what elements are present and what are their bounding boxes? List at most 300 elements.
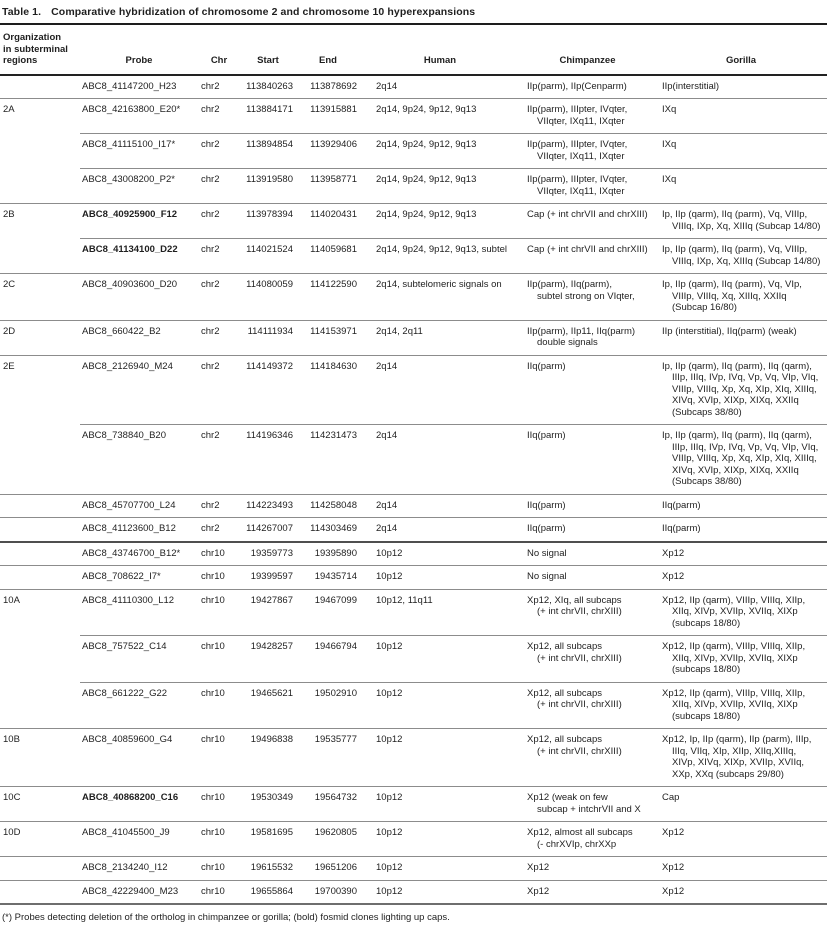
table-row (0, 239, 827, 274)
cell-chr: chr2 (198, 494, 240, 518)
cell-line: Xp12 (527, 885, 550, 897)
cell-line: Xp12, all subcaps (527, 687, 602, 699)
cell-human (360, 880, 520, 904)
cell-probe: ABC8_41110300_L12 (80, 589, 198, 636)
cell-end: 19700390 (296, 880, 360, 904)
cell-end: 19395890 (296, 542, 360, 566)
cell-probe: ABC8_660422_B2 (80, 320, 198, 355)
cell-line: Xp12, almost all subcaps (527, 827, 633, 838)
table-title-text: Comparative hybridization of chromosome 2 and chromosome 10 hyperexpansions (51, 6, 476, 18)
cell-chr: chr10 (198, 542, 240, 566)
cell-line: 10p12, 11q11 (376, 594, 433, 606)
cell-end: 114122590 (296, 274, 360, 321)
cell-line: Ip, IIp (qarm), IIq (parm), IIq (qarm), (662, 360, 812, 372)
table-row (0, 355, 827, 425)
cell-start: 19465621 (240, 682, 296, 729)
table-header-row (0, 25, 827, 75)
cell-gorilla (655, 134, 827, 169)
table-row (0, 542, 827, 566)
cell-region (0, 425, 80, 495)
cell-line: Xp12, all subcaps (527, 734, 602, 745)
table-row (0, 274, 827, 321)
cell-line: Ip, IIp (qarm), IIq (parm), Vq, VIIIp, (662, 244, 808, 255)
cell-region (0, 518, 80, 542)
cell-line: VIIIq, IXp, Xq, XIIIq (Subcap 14/80) (672, 220, 821, 232)
cell-chimpanzee (520, 880, 655, 904)
cell-gorilla (655, 75, 827, 99)
cell-chr: chr2 (198, 169, 240, 204)
cell-line: Xp12, XIq, all subcaps (527, 594, 622, 606)
cell-line: Xp12, IIp (qarm), VIIIp, VIIIq, XIIp, (662, 687, 806, 699)
cell-human (360, 682, 520, 729)
cell-probe: ABC8_42163800_E20* (80, 99, 198, 134)
cell-start: 114111934 (240, 320, 296, 355)
cell-line: Cap (+ int chrVII and chrXIII) (527, 244, 648, 255)
cell-line: Xp12 (weak on few (527, 792, 608, 803)
cell-region (0, 636, 80, 683)
cell-probe: ABC8_43008200_P2* (80, 169, 198, 204)
cell-human (360, 239, 520, 274)
cell-probe: ABC8_2126940_M24 (80, 355, 198, 425)
column-header-line: Probe (125, 55, 153, 66)
table-row (0, 75, 827, 99)
column-header-line: Chimpanzee (559, 55, 616, 66)
cell-start: 19399597 (240, 566, 296, 590)
cell-region: 2E (0, 355, 80, 425)
cell-probe: ABC8_41123600_B12 (80, 518, 198, 542)
cell-line: Xp12 (527, 862, 550, 873)
cell-end: 19466794 (296, 636, 360, 683)
cell-probe: ABC8_41045500_J9 (80, 822, 198, 857)
cell-probe: ABC8_43746700_B12* (80, 542, 198, 566)
column-header-line: End (319, 55, 337, 66)
cell-line: Xp12 (662, 885, 685, 897)
cell-line: XIVp, XIVq, XIXp, XVIIp, XVIIq, (672, 757, 805, 768)
cell-gorilla (655, 729, 827, 787)
cell-chr: chr10 (198, 636, 240, 683)
table-row (0, 822, 827, 857)
cell-chimpanzee (520, 682, 655, 729)
cell-end: 19564732 (296, 787, 360, 822)
cell-region (0, 75, 80, 99)
cell-human (360, 204, 520, 239)
cell-chimpanzee (520, 274, 655, 321)
cell-line: IIp(parm), IIIpter, IVqter, (527, 139, 628, 150)
cell-chr: chr2 (198, 518, 240, 542)
table-title-label: Table 1. (2, 6, 42, 18)
cell-start: 19359773 (240, 542, 296, 566)
cell-region: 2B (0, 204, 80, 239)
cell-line: IIq(parm) (527, 523, 566, 534)
cell-start: 114196346 (240, 425, 296, 495)
cell-line: Ip, IIp (qarm), IIq (parm), Vq, VIp, (662, 279, 802, 290)
cell-human (360, 425, 520, 495)
cell-chimpanzee (520, 425, 655, 495)
cell-line: VIIIp, VIIIq, Xp, Xq, XIp, XIq, XIIIq, (672, 383, 817, 395)
cell-chr: chr2 (198, 239, 240, 274)
cell-line: (subcaps 18/80) (672, 664, 741, 675)
table-row (0, 880, 827, 904)
cell-region: 2C (0, 274, 80, 321)
cell-start: 19428257 (240, 636, 296, 683)
cell-probe: ABC8_41147200_H23 (82, 80, 177, 92)
table-row (0, 99, 827, 134)
cell-human (360, 518, 520, 542)
cell-chr: chr2 (198, 99, 240, 134)
cell-human (360, 729, 520, 787)
cell-human (360, 134, 520, 169)
cell-line: Ip, IIp (qarm), IIq (parm), IIq (qarm), (662, 430, 812, 441)
cell-gorilla (655, 169, 827, 204)
cell-start: 113919580 (240, 169, 296, 204)
cell-human (360, 636, 520, 683)
cell-line: Cap (662, 792, 680, 803)
cell-start: 114080059 (240, 274, 296, 321)
cell-line: (Subcap 16/80) (672, 302, 737, 313)
cell-chr: chr10 (198, 682, 240, 729)
cell-line: XIIq, XIVp, XVIIp, XVIIq, XIXp (672, 652, 798, 664)
table-row (0, 589, 827, 636)
cell-chr: chr10 (198, 729, 240, 787)
cell-line: 10p12 (376, 885, 403, 897)
cell-line: (- chrXVIp, chrXXp (537, 838, 617, 850)
cell-region (0, 134, 80, 169)
cell-human (360, 822, 520, 857)
cell-end: 113878692 (310, 80, 357, 92)
cell-probe: ABC8_40903600_D20 (80, 274, 198, 321)
cell-line: XIIq, XIVp, XVIIp, XVIIq, XIXp (672, 606, 798, 617)
cell-end: 113929406 (296, 134, 360, 169)
cell-chimpanzee (520, 99, 655, 134)
column-header-line: Human (423, 55, 457, 66)
cell-end: 114231473 (296, 425, 360, 495)
cell-chimpanzee (520, 169, 655, 204)
cell-line: IIp(parm), IIp11, IIq(parm) (527, 325, 636, 337)
cell-chr: chr10 (198, 589, 240, 636)
cell-chr: chr10 (198, 787, 240, 822)
column-header-line: Chr (210, 55, 228, 66)
cell-gorilla (655, 355, 827, 425)
cell-start: 19427867 (240, 589, 296, 636)
column-header-probe (80, 25, 198, 75)
cell-end: 19435714 (296, 566, 360, 590)
cell-chr: chr2 (198, 355, 240, 425)
cell-human (360, 494, 520, 518)
cell-chimpanzee (520, 75, 655, 99)
cell-line: 10p12 (376, 547, 403, 559)
cell-gorilla (655, 425, 827, 495)
cell-line: VIIqter, IXq11, IXqter (537, 150, 625, 162)
cell-gorilla (655, 880, 827, 904)
cell-line: VIIIq, IXp, Xq, XIIIq (Subcap 14/80) (672, 255, 821, 267)
cell-probe: ABC8_40859600_G4 (80, 729, 198, 787)
cell-probe: ABC8_2134240_I12 (80, 857, 198, 881)
cell-gorilla (655, 682, 827, 729)
cell-chr: chr10 (198, 857, 240, 881)
cell-line: 10p12 (376, 862, 403, 873)
cell-chr: chr2 (201, 80, 220, 92)
cell-region (0, 880, 80, 904)
cell-line: Xp12, Ip, IIp (qarm), IIp (parm), IIIp, (662, 734, 812, 745)
cell-line: 2q14 (376, 430, 398, 441)
column-header-line: Organization (3, 32, 62, 43)
cell-gorilla (655, 320, 827, 355)
cell-probe: ABC8_41115100_I17* (80, 134, 198, 169)
cell-region: 10D (0, 822, 80, 857)
cell-line: (+ int chrVII, chrXIII) (537, 699, 622, 710)
cell-line: IIIp, IIIq, IVp, IVq, Vp, Vq, VIp, VIq, (672, 372, 819, 383)
cell-gorilla (655, 542, 827, 566)
cell-chimpanzee (520, 729, 655, 787)
cell-probe: ABC8_738840_B20 (80, 425, 198, 495)
cell-region (0, 857, 80, 881)
cell-line: XXp, XXq (subcaps 29/80) (672, 768, 784, 780)
cell-human (360, 787, 520, 822)
cell-line: IIIq, VIIq, XIp, XIIp, XIIq,XIIIq, (672, 745, 797, 757)
cell-human (360, 274, 520, 321)
cell-line: 2q14, 9p24, 9p12, 9q13 (376, 174, 477, 185)
table-row (0, 169, 827, 204)
cell-line: Xp12, IIp (qarm), VIIIp, VIIIq, XIIp, (662, 641, 806, 652)
column-header-gorilla (655, 25, 827, 75)
cell-line: Xp12 (662, 827, 685, 838)
cell-end: 19502910 (296, 682, 360, 729)
cell-chimpanzee (520, 239, 655, 274)
cell-start: 114021524 (240, 239, 296, 274)
cell-probe: ABC8_41134100_D22 (80, 239, 198, 274)
cell-line: 2q14 (376, 499, 398, 511)
cell-probe: ABC8_45707700_L24 (80, 494, 198, 518)
cell-end: 113915881 (296, 99, 360, 134)
cell-line: Xp12, all subcaps (527, 641, 602, 652)
cell-line: IIp(parm), IIIpter, IVqter, (527, 104, 628, 115)
cell-line: IIp(interstitial) (662, 80, 720, 92)
cell-end: 19467099 (296, 589, 360, 636)
cell-line: XIVq, XVIp, XIXp, XIXq, XXIIq (672, 395, 799, 406)
cell-end: 114303469 (296, 518, 360, 542)
cell-line: (+ int chrVII, chrXIII) (537, 745, 622, 757)
cell-gorilla (655, 204, 827, 239)
cell-chr: chr10 (198, 880, 240, 904)
column-header-end (296, 25, 360, 75)
cell-line: 10p12 (376, 827, 403, 838)
cell-line: IIp(parm), IIIpter, IVqter, (527, 174, 628, 185)
cell-line: IXq (662, 139, 677, 150)
cell-line: double signals (537, 337, 598, 348)
cell-line: VIIqter, IXq11, IXqter (537, 185, 625, 197)
column-header-line: Start (257, 55, 279, 66)
cell-gorilla (655, 99, 827, 134)
cell-line: Ip, IIp (qarm), IIq (parm), Vq, VIIIp, (662, 209, 808, 220)
cell-chr: chr2 (198, 134, 240, 169)
cell-chimpanzee (520, 636, 655, 683)
cell-line: (subcaps 18/80) (672, 710, 741, 722)
cell-start: 19615532 (240, 857, 296, 881)
cell-line: VIIIp, VIIIq, Xp, Xq, XIp, XIq, XIIIq, (672, 453, 817, 464)
cell-line: Xp12 (662, 862, 685, 873)
cell-chr: chr2 (198, 204, 240, 239)
cell-line: IXq (662, 174, 677, 185)
table-row (0, 494, 827, 518)
cell-line: 10p12 (376, 571, 403, 582)
table-row (0, 682, 827, 729)
cell-gorilla (655, 589, 827, 636)
cell-human (360, 355, 520, 425)
cell-human (360, 542, 520, 566)
cell-start: 19496838 (240, 729, 296, 787)
cell-line: XIVq, XVIp, XIXp, XIXq, XXIIq (672, 464, 799, 476)
cell-line: IIp(parm), IIp(Cenparm) (527, 80, 627, 92)
cell-end: 114020431 (296, 204, 360, 239)
cell-gorilla (655, 857, 827, 881)
cell-line: Cap (+ int chrVII and chrXIII) (527, 209, 648, 220)
cell-chimpanzee (520, 566, 655, 590)
cell-end: 114059681 (296, 239, 360, 274)
cell-line: IIq(parm) (527, 360, 566, 372)
cell-start: 114223493 (240, 494, 296, 518)
table-footnote: (*) Probes detecting deletion of the ortholog in chimpanzee or gorilla; (bold) fosmid clones lighting up caps. (2, 912, 450, 923)
table-row (0, 134, 827, 169)
cell-gorilla (655, 518, 827, 542)
cell-line: 2q14 (376, 80, 398, 92)
cell-region (0, 542, 80, 566)
cell-chr: chr2 (198, 274, 240, 321)
table-row (0, 204, 827, 239)
cell-chimpanzee (520, 494, 655, 518)
cell-line: (+ int chrVII, chrXIII) (537, 652, 622, 664)
cell-chr: chr2 (198, 425, 240, 495)
cell-line: XIIq, XIVp, XVIIp, XVIIq, XIXp (672, 699, 798, 710)
cell-end: 19651206 (296, 857, 360, 881)
cell-region (0, 682, 80, 729)
hybridization-table (0, 25, 827, 905)
cell-line: subtel strong on VIqter, (537, 290, 635, 302)
cell-line: IIq(parm) (662, 499, 701, 511)
column-header-human (360, 25, 520, 75)
cell-line: 2q14, 9p24, 9p12, 9q13, subtel (376, 244, 508, 255)
cell-line: (+ int chrVII, chrXIII) (537, 606, 622, 617)
cell-chimpanzee (520, 787, 655, 822)
table-header (0, 25, 827, 75)
cell-end: 114258048 (296, 494, 360, 518)
cell-start: 113978394 (240, 204, 296, 239)
cell-human (360, 320, 520, 355)
cell-probe: ABC8_708622_I7* (80, 566, 198, 590)
cell-line: Xp12 (662, 547, 685, 559)
cell-start: 19655864 (240, 880, 296, 904)
table-row (0, 425, 827, 495)
table-row (0, 729, 827, 787)
cell-probe: ABC8_661222_G22 (80, 682, 198, 729)
table-row (0, 636, 827, 683)
table-row (0, 518, 827, 542)
cell-end: 19620805 (296, 822, 360, 857)
cell-line: 2q14 (376, 523, 398, 534)
table-row (0, 787, 827, 822)
cell-line: 10p12 (376, 734, 403, 745)
cell-line: 10p12 (376, 687, 403, 699)
cell-line: 2q14, 9p24, 9p12, 9q13 (376, 139, 477, 150)
table-row (0, 320, 827, 355)
cell-chimpanzee (520, 204, 655, 239)
cell-probe: ABC8_40925900_F12 (80, 204, 198, 239)
cell-region: 10C (0, 787, 80, 822)
cell-region: 2D (0, 320, 80, 355)
table-title (0, 3, 827, 23)
cell-gorilla (655, 566, 827, 590)
cell-line: Xp12 (662, 571, 685, 582)
cell-chimpanzee (520, 589, 655, 636)
cell-gorilla (655, 787, 827, 822)
cell-region (0, 239, 80, 274)
cell-end: 113958771 (296, 169, 360, 204)
table-row (0, 857, 827, 881)
cell-probe: ABC8_40868200_C16 (80, 787, 198, 822)
cell-end: 114184630 (296, 355, 360, 425)
cell-line: subcap + intchrVII and X (537, 803, 641, 815)
cell-gorilla (655, 274, 827, 321)
cell-start: 113894854 (240, 134, 296, 169)
cell-region (0, 494, 80, 518)
cell-gorilla (655, 494, 827, 518)
cell-line: 10p12 (376, 792, 403, 803)
cell-human (360, 566, 520, 590)
cell-line: Xp12, IIp (qarm), VIIIp, VIIIq, XIIp, (662, 594, 806, 606)
column-header-chr (198, 25, 240, 75)
cell-chimpanzee (520, 542, 655, 566)
cell-start: 114267007 (240, 518, 296, 542)
cell-line: IIIp, IIIq, IVp, IVq, Vp, Vq, VIp, VIq, (672, 441, 819, 453)
cell-start: 19530349 (240, 787, 296, 822)
cell-line: VIIqter, IXq11, IXqter (537, 115, 625, 127)
cell-human (360, 75, 520, 99)
cell-start: 113884171 (240, 99, 296, 134)
cell-line: 2q14, 2q11 (376, 325, 423, 337)
cell-start: 19581695 (240, 822, 296, 857)
cell-chr: chr2 (198, 320, 240, 355)
table-row (0, 566, 827, 590)
cell-region: 10B (0, 729, 80, 787)
cell-line: VIIIp, VIIIq, Xq, XIIIq, XXIIq (672, 290, 787, 302)
cell-line: IIp (interstitial), IIq(parm) (weak) (662, 325, 797, 337)
cell-chimpanzee (520, 857, 655, 881)
cell-line: (Subcaps 38/80) (672, 406, 742, 418)
cell-line: 2q14 (376, 360, 398, 372)
cell-region (0, 169, 80, 204)
cell-chimpanzee (520, 518, 655, 542)
column-header-region (0, 25, 80, 75)
cell-region (0, 566, 80, 590)
cell-line: 2q14, 9p24, 9p12, 9q13 (376, 209, 477, 220)
cell-probe: ABC8_42229400_M23 (80, 880, 198, 904)
cell-gorilla (655, 636, 827, 683)
cell-chr: chr10 (198, 822, 240, 857)
cell-chimpanzee (520, 320, 655, 355)
cell-human (360, 169, 520, 204)
cell-start: 113840263 (246, 80, 293, 92)
column-header-line: in subterminal (3, 43, 68, 55)
cell-region: 2A (0, 99, 80, 134)
cell-line: (subcaps 18/80) (672, 617, 741, 629)
cell-line: (Subcaps 38/80) (672, 476, 742, 487)
cell-chimpanzee (520, 822, 655, 857)
cell-end: 114153971 (296, 320, 360, 355)
cell-line: IIp(parm), IIq(parm), (527, 279, 612, 290)
cell-line: IIq(parm) (527, 499, 566, 511)
cell-human (360, 589, 520, 636)
cell-line: No signal (527, 571, 567, 582)
cell-gorilla (655, 822, 827, 857)
